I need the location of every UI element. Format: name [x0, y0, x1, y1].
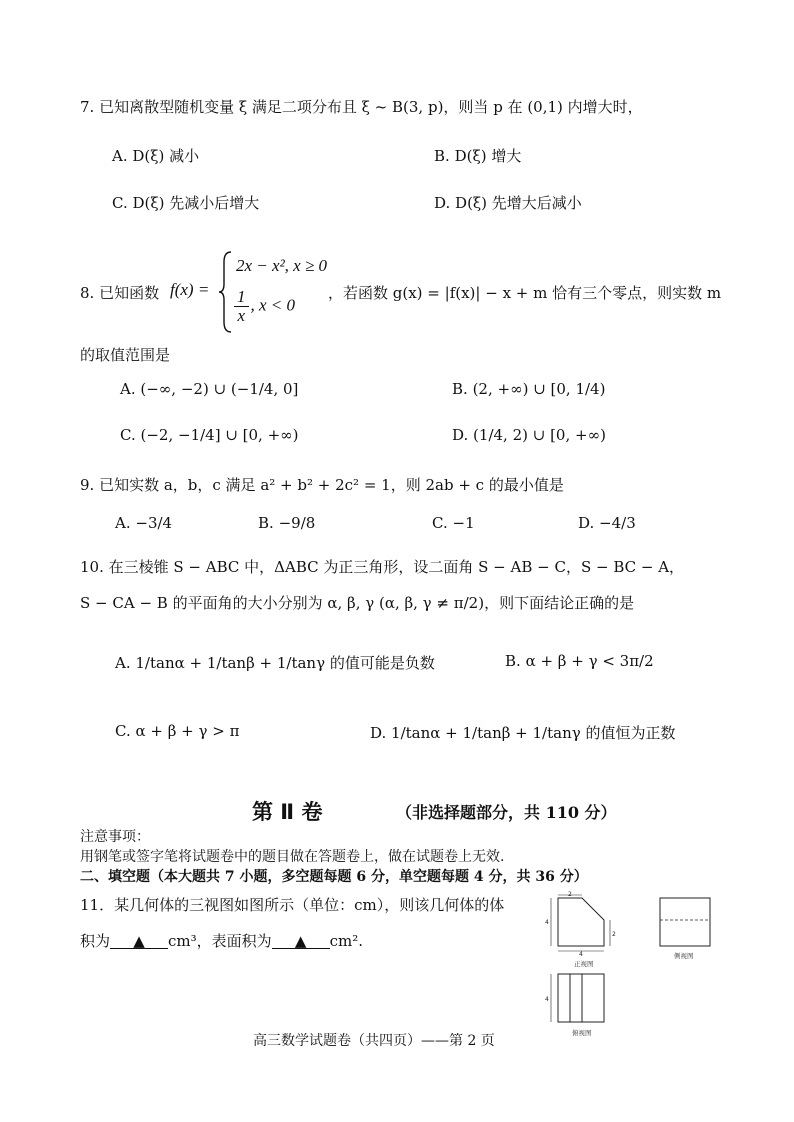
side-view — [660, 898, 710, 960]
q10-stem-line1: 10. 在三棱锥 S − ABC 中，ΔABC 为正三角形，设二面角 S − AB − C，S − BC − A， — [80, 558, 685, 576]
q7-stem: 7. 已知离散型随机变量 ξ 满足二项分布且 ξ ~ B(3, p)，则当 p 在 (0,1) 内增大时， — [80, 98, 643, 116]
top-view — [545, 974, 604, 1037]
top-dim-left: 4 — [545, 996, 549, 1003]
front-view — [545, 891, 616, 968]
part-title: 二、填空题（本大题共 7 小题，多空题每题 6 分，单空题每题 4 分，共 36 分） — [80, 869, 588, 885]
q7-option-a: A. D(ξ) 减小 — [112, 147, 200, 165]
q8-option-a: A. (−∞, −2) ∪ (−1/4, 0] — [120, 380, 299, 398]
q7-option-b: B. D(ξ) 增大 — [434, 147, 522, 165]
q10-option-c: C. α + β + γ > π — [115, 722, 240, 740]
q8-option-b: B. (2, +∞) ∪ [0, 1/4) — [452, 380, 606, 398]
q9-option-d: D. −4/3 — [578, 514, 636, 532]
volume-blank: ▲ — [110, 934, 168, 949]
q7-option-d: D. D(ξ) 先增大后减小 — [434, 194, 582, 212]
notice-text: 用钢笔或签字笔将试题卷中的题目做在答题卷上，做在试题卷上无效. — [80, 849, 505, 865]
q8-option-c: C. (−2, −1/4] ∪ [0, +∞) — [120, 426, 299, 444]
three-view-figure — [544, 890, 720, 1040]
front-dim-right: 2 — [612, 931, 616, 938]
front-view-label: 正视图 — [574, 960, 594, 968]
q10-option-b: B. α + β + γ < 3π/2 — [505, 652, 654, 670]
q8-piece1: 2x − x², x ≥ 0 — [236, 256, 328, 275]
page-footer: 高三数学试题卷（共四页）——第 2 页 — [253, 1033, 495, 1049]
q9-option-c: C. −1 — [432, 514, 475, 532]
side-view-label: 侧视图 — [674, 952, 694, 960]
q10-option-a: A. 1/tanα + 1/tanβ + 1/tanγ 的值可能是负数 — [115, 654, 435, 672]
section-subtitle: （非选择题部分，共 110 分） — [396, 803, 617, 822]
front-dim-bottom: 4 — [579, 951, 583, 958]
q10-option-d: D. 1/tanα + 1/tanβ + 1/tanγ 的值恒为正数 — [370, 724, 676, 742]
q9-option-a: A. −3/4 — [115, 514, 173, 532]
q8-stem-start: 8. 已知函数 — [80, 284, 160, 302]
q11-line1: 11．某几何体的三视图如图所示（单位：cm），则该几何体的体 — [80, 896, 505, 914]
q11-line2: 积为 ▲ cm³，表面积为 ▲ cm². — [80, 932, 364, 950]
q8-stem-line2: 的取值范围是 — [80, 346, 171, 364]
q8-piece2: $\frac{1}{x}$ , x < 0 — [232, 288, 295, 325]
notice-title: 注意事项： — [80, 829, 150, 845]
q9-option-b: B. −9/8 — [258, 514, 316, 532]
q8-fx: f(x) = — [170, 280, 210, 299]
area-blank: ▲ — [272, 934, 330, 949]
q10-stem-line2: S − CA − B 的平面角的大小分别为 α, β, γ (α, β, γ ≠ π/2)，则下面结论正确的是 — [80, 594, 635, 612]
front-dim-left: 4 — [545, 919, 549, 926]
q7-option-c: C. D(ξ) 先减小后增大 — [112, 194, 260, 212]
section-title: 第 Ⅱ 卷 — [252, 800, 323, 824]
q8-option-d: D. (1/4, 2) ∪ [0, +∞) — [452, 426, 606, 444]
top-view-label: 俯视图 — [572, 1029, 592, 1037]
q9-stem: 9. 已知实数 a，b，c 满足 a² + b² + 2c² = 1，则 2ab + c 的最小值是 — [80, 476, 564, 494]
q8-stem-end: ，若函数 g(x) = |f(x)| − x + m 恰有三个零点，则实数 m — [328, 284, 722, 302]
front-dim-top: 2 — [568, 891, 572, 898]
